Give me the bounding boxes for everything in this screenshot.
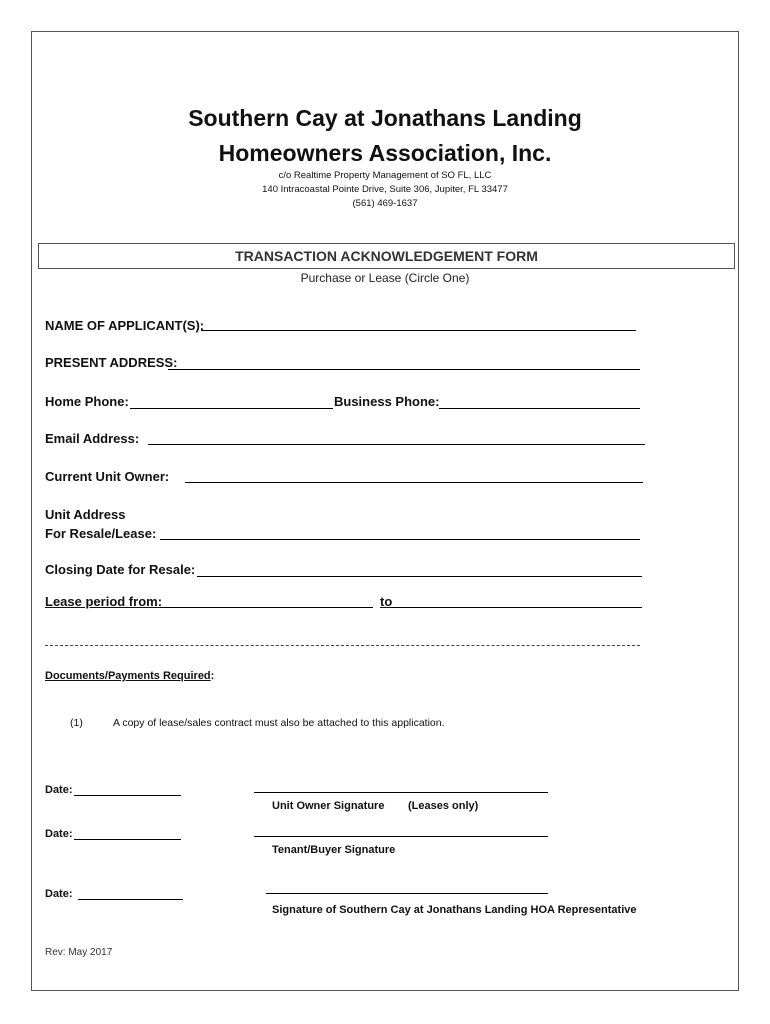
- document-item-text: A copy of lease/sales contract must also be attached to this application.: [113, 717, 445, 729]
- street-address: 140 Intracoastal Pointe Drive, Suite 306, Jupiter, FL 33477: [262, 184, 508, 195]
- date-input-line-tenant[interactable]: [74, 839, 181, 840]
- date-input-line-owner[interactable]: [74, 795, 181, 796]
- unit-address-input-line[interactable]: [160, 539, 640, 540]
- care-of-line: c/o Realtime Property Management of SO FL, LLC: [278, 170, 492, 181]
- document-item-number: (1): [70, 717, 83, 729]
- business-phone-input-line[interactable]: [439, 408, 640, 409]
- association-name-line1: Southern Cay at Jonathans Landing: [188, 105, 582, 131]
- owner-signature-line[interactable]: [254, 792, 548, 793]
- unit-address-label: Unit Address: [45, 507, 126, 522]
- phone-number: (561) 469-1637: [352, 198, 418, 209]
- tenant-signature-label: Tenant/Buyer Signature: [272, 844, 396, 856]
- current-owner-label: Current Unit Owner:: [45, 469, 170, 484]
- lease-to-label: to: [380, 594, 393, 609]
- current-owner-input-line[interactable]: [185, 482, 643, 483]
- closing-date-label: Closing Date for Resale:: [45, 562, 196, 577]
- date-label-hoa: Date:: [45, 888, 73, 900]
- date-input-line-hoa[interactable]: [78, 899, 183, 900]
- tenant-signature-line[interactable]: [254, 836, 548, 837]
- date-label-tenant: Date:: [45, 828, 73, 840]
- email-input-line[interactable]: [148, 444, 645, 445]
- resale-lease-label: For Resale/Lease:: [45, 526, 157, 541]
- revision-date: Rev: May 2017: [45, 947, 113, 958]
- documents-heading-text: Documents/Payments Required: [45, 670, 211, 682]
- owner-signature-label: Unit Owner Signature: [272, 800, 385, 812]
- hoa-signature-label: Signature of Southern Cay at Jonathans Landing HOA Representative: [272, 904, 637, 916]
- present-address-label: PRESENT ADDRESS:: [45, 355, 178, 370]
- home-phone-input-line[interactable]: [130, 408, 333, 409]
- dashed-separator: [45, 645, 640, 652]
- lease-period-label: Lease period from:: [45, 594, 163, 609]
- owner-signature-note: (Leases only): [408, 800, 479, 812]
- lease-to-input-line[interactable]: [392, 607, 642, 608]
- hoa-signature-line[interactable]: [266, 893, 548, 894]
- documents-heading-colon: :: [210, 670, 215, 682]
- closing-date-input-line[interactable]: [197, 576, 642, 577]
- date-label-owner: Date:: [45, 784, 73, 796]
- form-subtitle: Purchase or Lease (Circle One): [300, 271, 470, 285]
- applicants-input-line[interactable]: [201, 330, 636, 331]
- present-address-input-line[interactable]: [168, 369, 640, 370]
- form-title: TRANSACTION ACKNOWLEDGEMENT FORM: [38, 243, 735, 269]
- home-phone-label: Home Phone:: [45, 394, 129, 409]
- association-name-line2: Homeowners Association, Inc.: [218, 140, 552, 166]
- documents-heading: [45, 670, 214, 683]
- lease-from-input-line[interactable]: [160, 607, 373, 608]
- applicants-label: NAME OF APPLICANT(S):: [45, 318, 205, 333]
- business-phone-label: Business Phone:: [334, 394, 440, 409]
- email-label: Email Address:: [45, 431, 140, 446]
